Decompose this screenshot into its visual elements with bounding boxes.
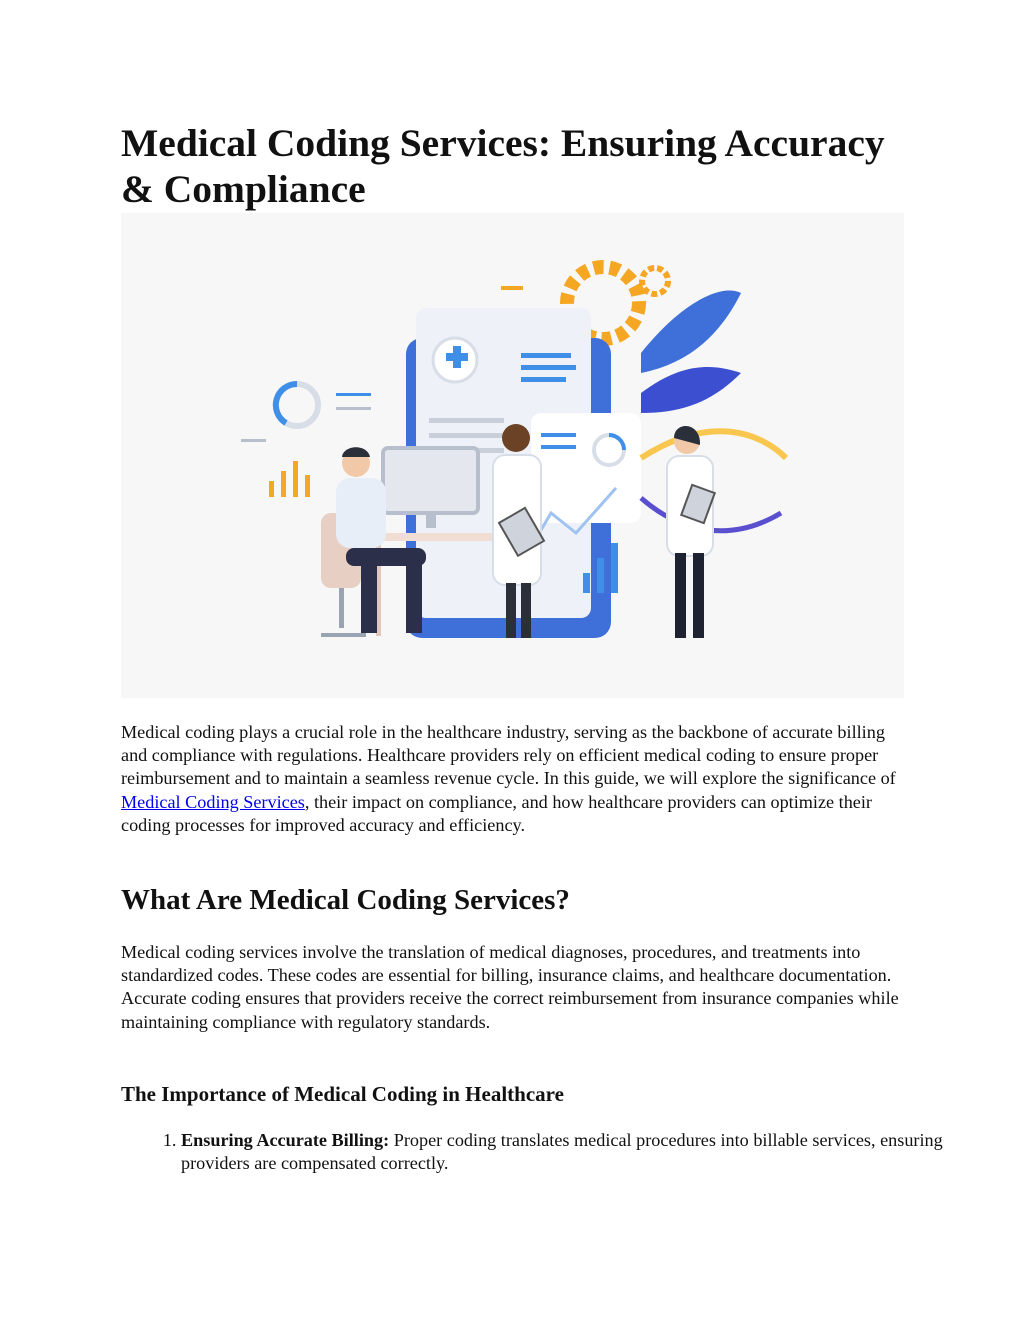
- yellow-curve: [641, 431, 786, 458]
- intro-text-end: , their impact on compliance, and how healthcare providers can optimize their coding processes for improved accuracy and efficiency.: [121, 791, 872, 835]
- section-heading-importance: The Importance of Medical Coding in Healthcare: [121, 1082, 564, 1106]
- intro-paragraph: [121, 721, 905, 837]
- doctor-head: [502, 424, 530, 452]
- section-heading-what-are: What Are Medical Coding Services?: [121, 884, 570, 916]
- importance-list: [121, 1129, 965, 1175]
- list-item-label: Ensuring Accurate Billing:: [181, 1130, 390, 1150]
- intro-text-start: Medical coding plays a crucial role in the healthcare industry, serving as the backbone of accurate billing and compliance with regulations. Healthcare providers rely on efficient medical coding to ensure proper reimbursement and to maintain a seamless revenue cycle. In this guide, we will explore the significance of: [121, 722, 896, 789]
- person-coder-body: [336, 478, 386, 548]
- small-gear-icon: [642, 268, 668, 294]
- hero-illustration: [121, 213, 904, 698]
- leaf-shape-2: [641, 367, 741, 413]
- leaf-shape: [641, 291, 741, 374]
- list-item-text: Proper coding translates medical procedures into billable services, ensuring providers are compensated correctly.: [181, 1130, 943, 1174]
- stats-card: [531, 413, 641, 523]
- medical-team-illustration: [121, 213, 904, 698]
- medical-coding-services-link[interactable]: Medical Coding Services: [121, 791, 305, 812]
- page-title: Medical Coding Services: Ensuring Accuracy & Compliance: [121, 121, 885, 211]
- section-paragraph-what-are: Medical coding services involve the translation of medical diagnoses, procedures, and treatments into standardized codes. These codes are essential for billing, insurance claims, and healthcare documentation. Accurate coding ensures that providers receive the correct reimbursement from insurance companies while maintaining compliance with regulatory standards.: [121, 942, 899, 1032]
- list-item: [181, 1129, 965, 1175]
- bar-chart-icon: [269, 461, 310, 497]
- computer-monitor: [383, 448, 478, 513]
